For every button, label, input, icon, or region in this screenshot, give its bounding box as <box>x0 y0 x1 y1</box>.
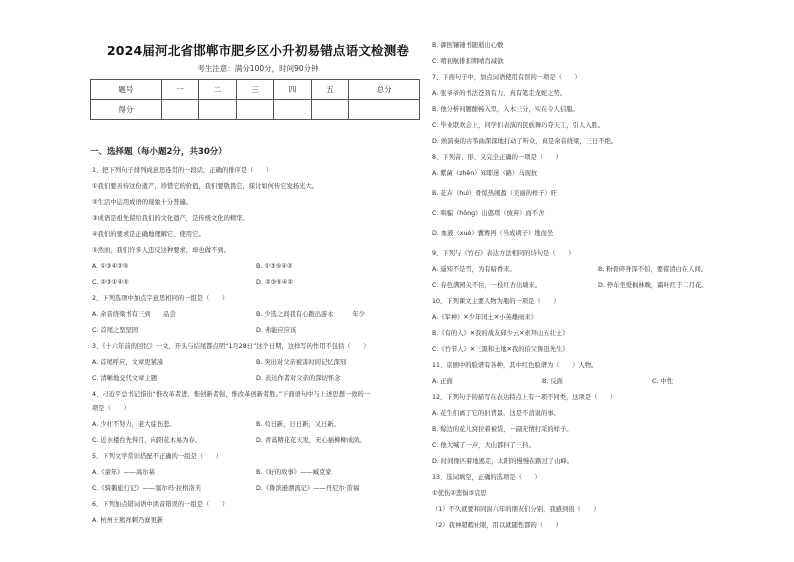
score-cell <box>236 100 274 120</box>
option-a[interactable]: A. 少壮不努力，老大徒伤悲。 <box>92 421 176 428</box>
option-b[interactable]: B. 突出对父亲被害时间记忆深刻 <box>256 359 347 366</box>
option-b[interactable]: B. 少选之间我有心跑出游永 年少 <box>256 311 366 318</box>
option-c[interactable]: C. 哄骗（hǒng）出憨璞（放弃）而不舍 <box>432 210 545 217</box>
option-a[interactable]: A.《军神》✕少年闰土✕小英雄雨来》 <box>432 314 537 321</box>
score-table-score-row <box>91 100 420 120</box>
option-b[interactable]: B. 苟日新，日日新，又日新。 <box>256 421 340 428</box>
option-a[interactable]: A. 首尾呼应，文章更紧凑 <box>92 359 164 366</box>
option-d[interactable]: D. 时间像匹着地逃走，太阳的慢慢在路过了山峰。 <box>432 458 574 465</box>
option-d[interactable]: D. ②③⑤④② <box>256 279 294 286</box>
exam-title: 2024届河北省邯郸市肥乡区小升初易错点语文检测卷 <box>106 43 410 58</box>
option-b[interactable]: B.《有的人》✕我的战友邱少云✕索拜山五壮士》 <box>432 330 569 337</box>
option-d[interactable]: D. 熟演奏的古筝曲深深地打动了听众，真是余音绕梁，三日不绝。 <box>432 138 618 145</box>
question-text: ②生活中运用成语的现象十分普遍。 <box>92 199 193 206</box>
option-a[interactable]: A. 余音绕梁书有三到 品尝 <box>92 311 176 318</box>
option-b[interactable]: B. 御医镶锤书随逝出心敷 <box>432 42 504 49</box>
option-c[interactable]: C. 中性 <box>652 378 673 385</box>
question-text: ④我们的要求是正确地理解它、使用它。 <box>92 231 205 238</box>
option-b[interactable]: B. 花卉（huì）骨惊热闹盈（美丽的样子）旺 <box>432 190 558 197</box>
score-cell <box>311 100 349 120</box>
option-d[interactable]: D. 停车坐爱枫林晚，霜叶红于二月花。 <box>598 282 708 289</box>
option-c[interactable]: C. 毕业联欢会上，同学们表演的民族舞巧夺天工，引人入胜。 <box>432 122 605 129</box>
score-table <box>90 79 420 120</box>
option-c[interactable]: C. 首尾之坚坚固 <box>92 327 139 334</box>
question-text: 1、把下列句子排列成意思连贯的一段话，正确的排序是（ ） <box>92 167 273 174</box>
exam-notice: 考生注意：满分100分，时间90分钟 <box>197 64 319 73</box>
question-text: 4、刁近平总书记指出“惟改革者进，惟创新者强，惟改革创新者胜。”下面语句中与上述思想一致的一 <box>92 391 371 398</box>
option-a[interactable]: A. 杭州王熊祥刺乃寮更新 <box>92 517 164 524</box>
option-c[interactable]: C. ②③①④⑤ <box>92 279 129 286</box>
question-text: ⑤然而，我们许多人违反这种要求，却也做不到。 <box>92 247 230 254</box>
section-heading: 一、选择题（每小题2分，共30分） <box>90 147 227 157</box>
option-c[interactable]: C. 清晰地交代文章主题 <box>92 375 158 382</box>
option-a[interactable]: A.《童年》——高尔基 <box>92 469 155 476</box>
score-header-cell: 二 <box>199 80 237 100</box>
question-text: 11、京剧中的脸谱有各种，其中红色脸谱为（ ）人物。 <box>432 362 598 369</box>
option-a[interactable]: A. 遥知不是雪，为有暗香来。 <box>432 266 516 273</box>
option-c[interactable]: C.《竹节人》✕三黑和土地✕我的伯父鲁迅先生》 <box>432 346 569 353</box>
score-cell <box>274 100 312 120</box>
question-text: 10、下列课文主要人物为瓶的一项是（ ） <box>432 298 560 305</box>
score-header-cell: 三 <box>236 80 274 100</box>
score-header-cell: 一 <box>161 80 199 100</box>
option-d[interactable]: D. 表达作者对父亲的深切怀念 <box>256 375 341 382</box>
question-text: 13、选词填空，正确的选项是（ ） <box>432 474 541 481</box>
score-row-label: 得分 <box>91 100 162 120</box>
option-b[interactable]: B. 赊边的花儿窝拉着被袋，一副无情打采的样子。 <box>432 426 573 433</box>
score-cell <box>199 100 237 120</box>
option-c[interactable]: C. 他大喊了一声，大山都抖了三抖。 <box>432 442 535 449</box>
option-b[interactable]: B. 反面 <box>542 378 563 385</box>
score-cell <box>161 100 199 120</box>
option-a[interactable]: A. ①③④②⑤ <box>92 263 129 270</box>
word-choices: ①优伤②悲惧③哀思 <box>432 490 487 497</box>
option-b[interactable]: B. 他分析问题酣畅入里，入木三分，实在令人信服。 <box>432 106 579 113</box>
option-d[interactable]: D. 弗能应应该 <box>256 327 297 334</box>
option-d[interactable]: D. 青蒿精花花天发，无心插柳柳成荫。 <box>256 437 366 444</box>
option-b[interactable]: B. ①③⑤④② <box>256 263 293 270</box>
option-c[interactable]: C. 近水楼台先得月，向阳花木易为春。 <box>92 437 202 444</box>
option-a[interactable]: A. 正面 <box>432 378 453 385</box>
option-c[interactable]: C.《骑鹅旅行记》——塞尔玛·拉格洛芙 <box>92 485 202 492</box>
question-text: 8、下列音、形、义完全正确的一项是（ ） <box>432 154 562 161</box>
question-text: ③成语是祖先留给我们的文化遗产，是传统文化的精华。 <box>92 215 249 222</box>
score-header-cell: 四 <box>274 80 312 100</box>
option-c[interactable]: C. 啃初航排扣期晴肖减欲 <box>432 58 504 65</box>
question-text: 2、下列选项中加点字意思相同的一组是（ ） <box>92 295 229 302</box>
option-d[interactable]: D. 血液（xuè）囊赛再（当成璃子）地而坐 <box>432 230 554 237</box>
option-b[interactable]: B.《好的故事》——臧克家 <box>256 469 332 476</box>
option-b[interactable]: B. 粉骨碎身浑不怕，要留清白在人间。 <box>598 266 708 273</box>
question-text: 项是（ ） <box>92 405 130 412</box>
question-text: 5、下列文学常识搭配不正确的一组是（ ） <box>92 453 222 460</box>
question-text: 6、下列加点错词语中读音错误的一组是（ ） <box>92 501 229 508</box>
question-text: ①我们要善待这份遗产，珍惜它的价值，我们要敬畏它，探讨如何传它发扬光大。 <box>92 183 319 190</box>
score-header-cell: 总分 <box>349 80 420 100</box>
fill-blank-sentence: （1）不久就要和同窗六年的朋友们分别，我感到很（ ） <box>432 506 600 513</box>
score-header-cell: 题号 <box>91 80 162 100</box>
option-d[interactable]: D.《鲁滨逊漂流记》——丹尼尔·笛福 <box>256 485 360 492</box>
option-a[interactable]: A. 花生们离了它的旧背景，这是不消说的事。 <box>432 410 560 417</box>
option-a[interactable]: A. 紫菌（zhēn）知耶迷（路）马现抗 <box>432 170 538 177</box>
option-c[interactable]: C. 春色满园关不住，一枝红杏出墙来。 <box>432 282 542 289</box>
fill-blank-sentence: （2）我神超暇社眼，用以就随性都的（ ） <box>432 522 562 529</box>
score-cell <box>349 100 420 120</box>
option-a[interactable]: A. 张爷爷的书法苍劲有力，真有笔走龙蛇之势。 <box>432 90 567 97</box>
question-text: 9、下列与《竹石》表达方法相同的诗句是（ ） <box>432 250 575 257</box>
question-text: 3、《十六年前的回忆》一文，开头与结尾都点明“1月28日”这个日期，这样写的作用不包括（ ） <box>92 343 370 350</box>
question-text: 12、下列句子的描写在表达特点上有一项不同类，这项是（ ） <box>432 394 617 401</box>
score-table-header-row <box>91 80 420 100</box>
score-header-cell: 五 <box>311 80 349 100</box>
question-text: 7、下面句子中，加点词语使用有误的一项是（ ） <box>432 74 581 81</box>
